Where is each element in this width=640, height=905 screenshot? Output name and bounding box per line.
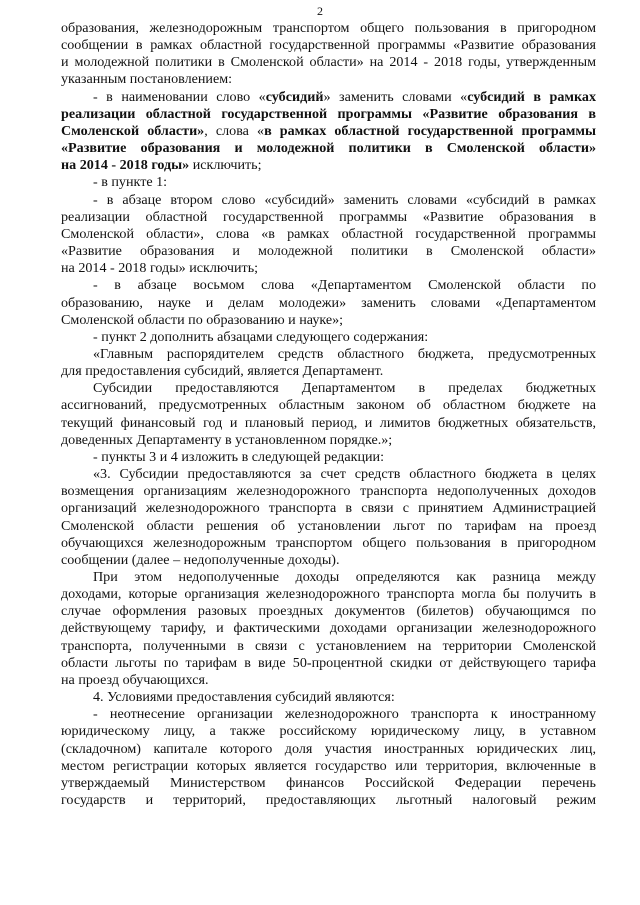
- text-line: доведенных Департаменту в установленном порядке.»;: [61, 431, 393, 448]
- text-line: - пункты 3 и 4 изложить в следующей редакции:: [93, 448, 384, 465]
- page-number: 2: [317, 4, 323, 18]
- text-line: транспорта, полученными в связи с установлением на территории Смоленской: [61, 637, 596, 654]
- text-line: государств и территорий, предоставляющих льготный налоговый режим: [61, 792, 596, 809]
- text-line: организаций железнодорожного транспорта в связи с принятием Администрацией: [61, 500, 596, 517]
- text-line: текущий финансовый год и плановый период, и лимитов бюджетных обязательств,: [61, 414, 596, 431]
- text-line: Смоленской области по образованию и науке»;: [61, 311, 344, 328]
- text-line: - пункт 2 дополнить абзацами следующего содержания:: [93, 328, 429, 345]
- document-body: [61, 20, 596, 809]
- bold-text: «Развитие образования и молодежной политики в Смоленской области»: [61, 140, 596, 157]
- text-line: на 2014 - 2018 годы» исключить;: [61, 157, 262, 174]
- text-line: - в абзаце втором слово «субсидий» заменить словами «субсидий в рамках: [93, 191, 596, 208]
- text-line: и молодежной политики в Смоленской области» на 2014 - 2018 годы, утвержденным: [61, 54, 596, 71]
- text-line: При этом недополученные доходы определяются как разница между: [93, 569, 596, 585]
- text-line: утверждаемый Министерством финансов Российской Федерации перечень: [61, 774, 596, 791]
- text-line: (складочном) капитале которого доля участия иностранных юридических лиц,: [61, 740, 596, 757]
- text-line: местом регистрации которых является государство или территория, включенные в: [61, 757, 596, 774]
- bold-text: на 2014 - 2018 годы»: [61, 157, 190, 174]
- text-line: сообщении (далее – недополученные доходы).: [61, 551, 340, 568]
- text-line: Смоленской области», слова «в рамках областной государственной программы: [61, 122, 596, 139]
- text-line: Смоленской области решения об установлении льгот по тарифам на проезд: [61, 517, 596, 534]
- text-line: Субсидии предоставляются Департаментом в пределах бюджетных: [93, 380, 596, 397]
- text-line: доходами, которые организация железнодорожного транспорта могла бы получить в: [61, 586, 596, 603]
- text-line: обучающихся железнодорожным транспортом общего пользования в пригородном: [61, 534, 596, 551]
- text-line: на 2014 - 2018 годы» исключить;: [61, 260, 259, 277]
- text-line: сообщении в рамках областной государственной программы «Развитие образования: [61, 37, 596, 54]
- text-line: [61, 140, 596, 157]
- text-line: - в пункте 1:: [93, 174, 168, 191]
- text-line: области льготы по тарифам в виде 50-процентной скидки от действующего тарифа: [61, 654, 596, 671]
- bold-text: Смоленской области»: [61, 122, 205, 139]
- text-line: юридическому лицу, а также российскому юридическому лицу, в уставном: [61, 723, 596, 740]
- text-line: «3. Субсидии предоставляются за счет средств областного бюджета в целях: [93, 466, 596, 483]
- text-line: - неотнесение организации железнодорожного транспорта к иностранному: [93, 706, 596, 723]
- text-line: [61, 106, 596, 123]
- text-line: указанным постановлением:: [61, 71, 233, 88]
- text-line: образования, железнодорожным транспортом общего пользования в пригородном: [61, 20, 596, 36]
- text-line: на проезд обучающихся.: [61, 671, 209, 688]
- text-line: - в абзаце восьмом слова «Департаментом Смоленской области по: [93, 277, 596, 294]
- text-line: ассигнований, предусмотренных областным законом об областном бюджете на: [61, 397, 596, 414]
- bold-text: в рамках областной государственной программы: [264, 122, 596, 139]
- bold-text: субсидий: [265, 88, 324, 105]
- text-line: «Развитие образования и молодежной политики в Смоленской области»: [61, 243, 596, 260]
- text-line: возмещения организациям железнодорожного транспорта недополученных доходов: [61, 483, 596, 500]
- text-line: - в наименовании слово «субсидий» заменить словами «субсидий в рамках: [93, 88, 596, 105]
- text-line: образованию, науке и делам молодежи» заменить словами «Департаментом: [61, 294, 596, 311]
- text-line: действующему тарифу, и фактическими доходами организации железнодорожного: [61, 620, 596, 637]
- text-line: Смоленской области», слова «в рамках областной государственной программы: [61, 225, 596, 242]
- bold-text: субсидий в рамках: [467, 88, 596, 105]
- text-line: реализации областной государственной программы «Развитие образования в: [61, 208, 596, 225]
- text-line: случае оформления разовых проездных документов (билетов) обучающимся по: [61, 603, 596, 620]
- text-line: 4. Условиями предоставления субсидий являются:: [93, 689, 395, 706]
- text-line: «Главным распорядителем средств областного бюджета, предусмотренных: [93, 345, 596, 362]
- text-line: для предоставления субсидий, является Департамент.: [61, 363, 384, 380]
- bold-text: реализации областной государственной программы «Развитие образования в: [61, 105, 596, 122]
